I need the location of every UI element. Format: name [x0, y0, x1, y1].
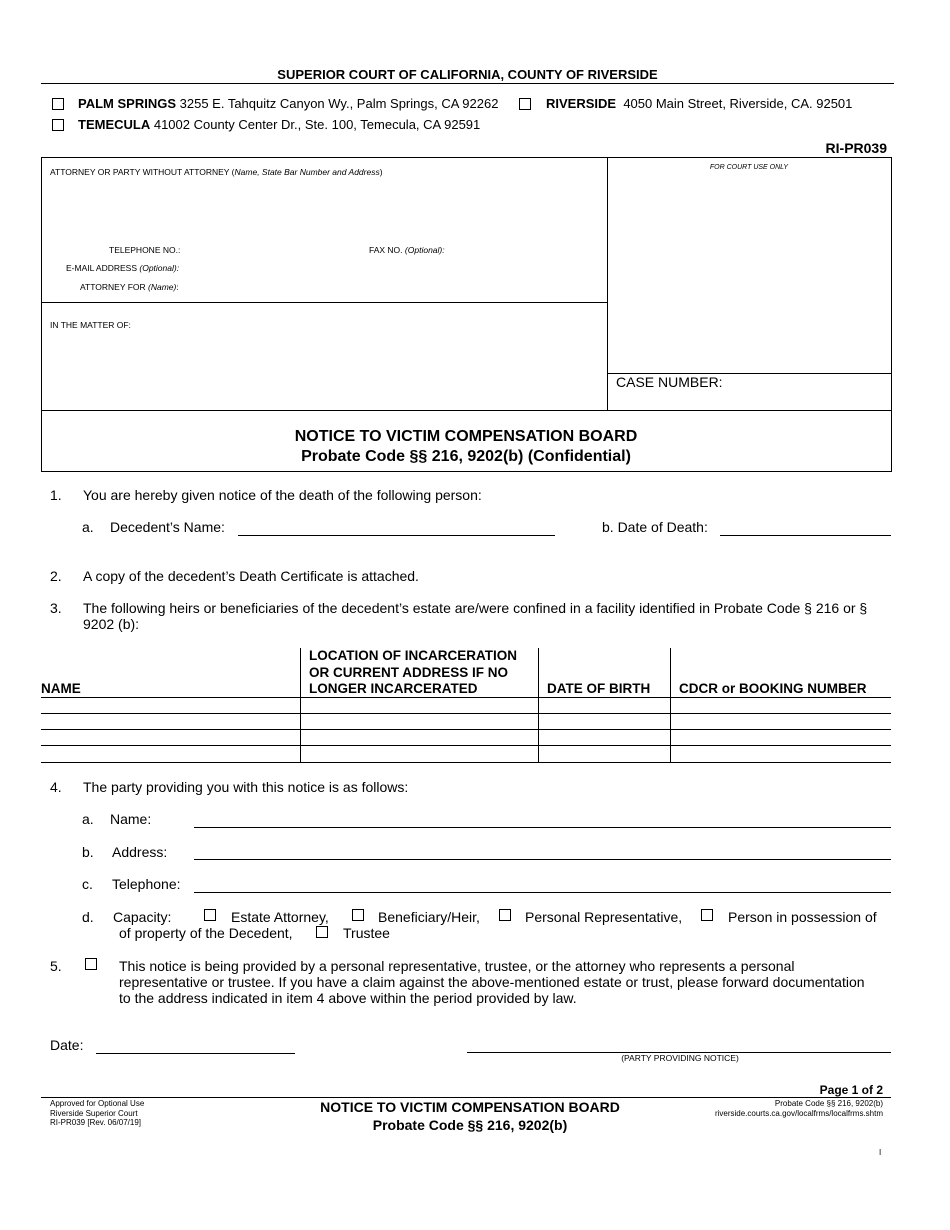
- item-3-text-line1: The following heirs or beneficiaries of the decedent’s estate are/were confined in a facility identified in Probate Code § 216 or §: [83, 600, 868, 616]
- item-3-number: 3.: [50, 600, 62, 616]
- item-2-number: 2.: [50, 568, 62, 584]
- col-header-name: NAME: [41, 681, 81, 696]
- item-5-text-line3: to the address indicated in item 4 above within the period provided by law.: [119, 990, 577, 1006]
- footer-references: [640, 1099, 883, 1118]
- footer-mark: I: [879, 1148, 882, 1157]
- item-4-text: The party providing you with this notice is as follows:: [83, 779, 409, 795]
- trustee-checkbox[interactable]: [316, 926, 328, 938]
- footer-title: NOTICE TO VICTIM COMPENSATION BOARD: [320, 1099, 620, 1115]
- capacity-label: Capacity:: [113, 909, 172, 925]
- footer-subtitle: Probate Code §§ 216, 9202(b): [372, 1117, 568, 1133]
- person-in-possession-label-cont: of property of the Decedent,: [119, 925, 293, 941]
- party-address-label: Address:: [112, 844, 168, 860]
- caption-box: [41, 157, 892, 472]
- email-label: E-MAIL ADDRESS (Optional):: [66, 263, 180, 273]
- col-header-dob: DATE OF BIRTH: [547, 681, 651, 696]
- page-number: Page 1 of 2: [819, 1083, 883, 1097]
- court-title: SUPERIOR COURT OF CALIFORNIA, COUNTY OF RIVERSIDE: [277, 67, 658, 82]
- col-header-location-3: LONGER INCARCERATED: [309, 681, 478, 696]
- table-row[interactable]: [41, 729, 891, 730]
- item-1-text: You are hereby given notice of the death of the following person:: [83, 487, 482, 503]
- personal-representative-notice-checkbox[interactable]: [85, 958, 97, 970]
- palm-springs-location: PALM SPRINGS 3255 E. Tahquitz Canyon Wy., Palm Springs, CA 92262: [78, 96, 499, 111]
- title-divider: [41, 410, 891, 411]
- item-4-number: 4.: [50, 779, 62, 795]
- riverside-location: RIVERSIDE 4050 Main Street, Riverside, CA. 92501: [546, 96, 853, 111]
- case-number-label: CASE NUMBER:: [616, 374, 723, 390]
- col-header-location-1: LOCATION OF INCARCERATION: [309, 648, 517, 663]
- attorney-divider: [41, 302, 608, 303]
- item-2-text: A copy of the decedent’s Death Certificate is attached.: [83, 568, 419, 584]
- table-row[interactable]: [41, 762, 891, 763]
- party-address-field[interactable]: [194, 859, 891, 860]
- footer-approval: [50, 1099, 144, 1128]
- item-1a-letter: a.: [82, 519, 94, 535]
- footer-probate-reference: Probate Code §§ 216, 9202(b): [774, 1099, 883, 1108]
- person-in-possession-checkbox[interactable]: [701, 909, 713, 921]
- form-subtitle: Probate Code §§ 216, 9202(b) (Confidential): [301, 448, 631, 465]
- party-name-field[interactable]: [194, 827, 891, 828]
- estate-attorney-label: Estate Attorney,: [231, 909, 329, 925]
- date-label: Date:: [50, 1037, 84, 1053]
- item-4a-letter: a.: [82, 811, 94, 827]
- decedent-name-field[interactable]: [238, 535, 555, 536]
- trustee-label: Trustee: [343, 925, 390, 941]
- temecula-checkbox[interactable]: [52, 119, 64, 131]
- item-4d-letter: d.: [82, 909, 94, 925]
- fax-label: FAX NO. (Optional):: [369, 245, 445, 255]
- item-5-number: 5.: [50, 958, 62, 974]
- item-4b-letter: b.: [82, 844, 94, 860]
- party-name-label: Name:: [110, 811, 152, 827]
- riverside-checkbox[interactable]: [519, 98, 531, 110]
- date-of-death-field[interactable]: [720, 535, 891, 536]
- party-telephone-field[interactable]: [194, 892, 891, 893]
- footer-form-revision: RI-PR039 [Rev. 06/07/19]: [50, 1118, 142, 1127]
- attorney-label: ATTORNEY OR PARTY WITHOUT ATTORNEY (Name, State Bar Number and Address): [50, 167, 383, 177]
- beneficiary-heir-checkbox[interactable]: [352, 909, 364, 921]
- person-in-possession-label: Person in possession of: [728, 909, 877, 925]
- form-id: RI-PR039: [825, 140, 887, 156]
- header-divider: [41, 83, 894, 84]
- item-5-text-line1: This notice is being provided by a personal representative, trustee, or the attorney who represents a personal: [119, 958, 795, 974]
- table-row[interactable]: [41, 697, 891, 698]
- date-of-death-label: b. Date of Death:: [602, 519, 708, 535]
- footer-website-link[interactable]: riverside.courts.ca.gov/localfrms/localfrms.shtm: [714, 1108, 883, 1118]
- telephone-label: TELEPHONE NO.:: [109, 245, 181, 255]
- matter-of-label: IN THE MATTER OF:: [50, 320, 131, 330]
- col-header-location-2: OR CURRENT ADDRESS IF NO: [309, 665, 509, 680]
- table-row[interactable]: [41, 713, 891, 714]
- footer-divider: [41, 1097, 891, 1098]
- personal-representative-checkbox[interactable]: [499, 909, 511, 921]
- party-providing-notice-label: (PARTY PROVIDING NOTICE): [621, 1053, 739, 1063]
- decedent-name-label: Decedent’s Name:: [110, 519, 225, 535]
- footer-approval-line2: Riverside Superior Court: [50, 1108, 138, 1118]
- temecula-location: TEMECULA 41002 County Center Dr., Ste. 100, Temecula, CA 92591: [78, 117, 481, 132]
- item-5-text-line2: representative or trustee. If you have a claim against the above-mentioned estate or trust, please forward documentation: [119, 974, 865, 990]
- item-1-number: 1.: [50, 487, 62, 503]
- footer-approval-line1: Approved for Optional Use: [50, 1099, 145, 1108]
- personal-representative-label: Personal Representative,: [525, 909, 683, 925]
- beneficiary-heir-label: Beneficiary/Heir,: [378, 909, 480, 925]
- palm-springs-checkbox[interactable]: [52, 98, 64, 110]
- attorney-for-label: ATTORNEY FOR (Name):: [80, 282, 179, 292]
- court-use-label: FOR COURT USE ONLY: [709, 164, 789, 171]
- item-3-text-line2: 9202 (b):: [83, 616, 140, 632]
- form-title: NOTICE TO VICTIM COMPENSATION BOARD: [294, 428, 638, 445]
- col-header-cdcr: CDCR or BOOKING NUMBER: [679, 681, 867, 696]
- estate-attorney-checkbox[interactable]: [204, 909, 216, 921]
- date-field[interactable]: [96, 1053, 295, 1054]
- party-telephone-label: Telephone:: [112, 876, 181, 892]
- table-row[interactable]: [41, 745, 891, 746]
- item-4c-letter: c.: [82, 876, 93, 892]
